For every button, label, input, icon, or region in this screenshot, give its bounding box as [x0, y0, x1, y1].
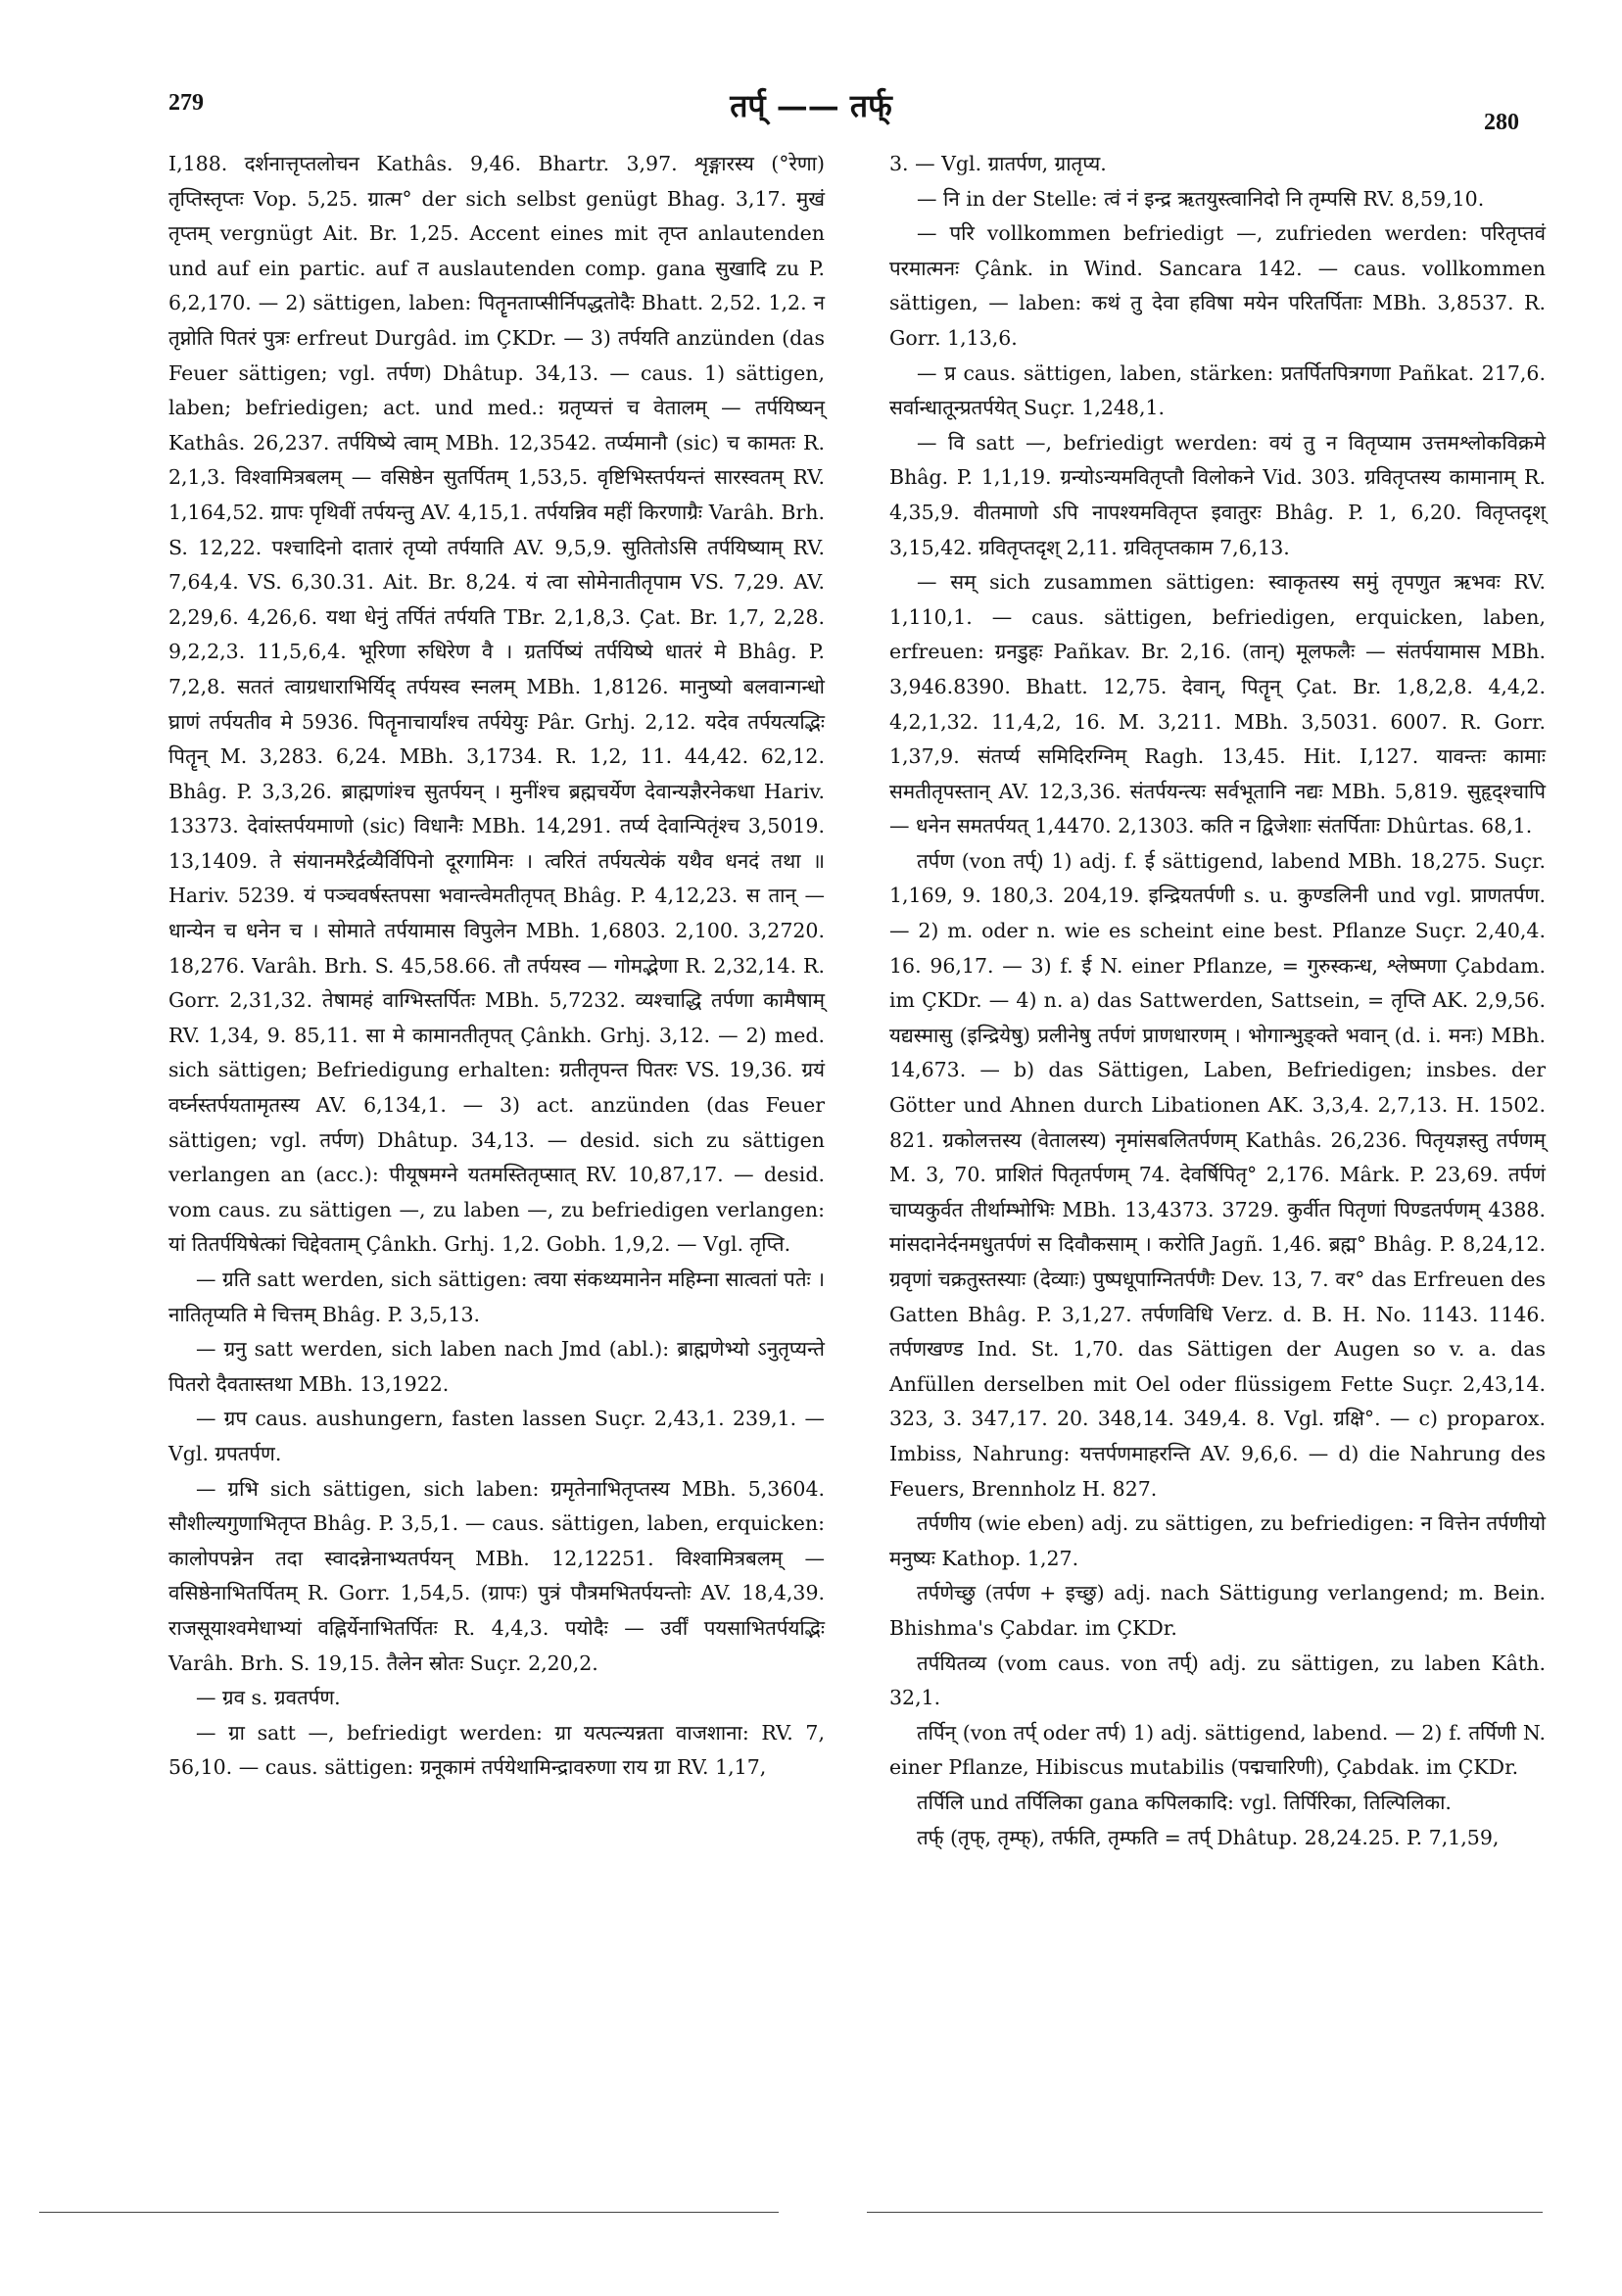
bottom-rule-left	[39, 2212, 779, 2213]
entry-paragraph: I,188. दर्शनात्तृप्तलोचन Kathâs. 9,46. Bhartr. 3,97. शृङ्गारस्य (°रेणा) तृप्तिस्तृप्तः Vop. 5,25. ग्रात्म° der sich selbst genügt Bhag. 3,17. मुखं तृप्तम् vergnügt Ait. Br. 1,25. Accent eines mit तृप्त anlautenden und auf ein partic. auf त auslautenden comp. gana सुखादि zu P. 6,2,170. — 2) sättigen, laben: पितॄनताप्सीर्निपद्धतोदैः Bhatt. 2,52. 1,2. न तृप्नोति पितरं पुत्रः erfreut Durgâd. im ÇKDr. — 3) तर्पयति anzünden (das Feuer sättigen; vgl. तर्पण) Dhâtup. 34,13. — caus. 1) sättigen, laben; befriedigen; act. und med.: ग्रतृप्यत्तं च वेतालम् — तर्पयिष्यन् Kathâs. 26,237. तर्पयिष्ये त्वाम् MBh. 12,3542. तर्प्यमानौ (sic) च कामतः R. 2,1,3. विश्वामित्रबलम् — वसिष्ठेन सुतर्पितम् 1,53,5. वृष्टिभिस्तर्पयन्तं सारस्वतम् RV. 1,164,52. ग्रापः पृथिवीं तर्पयन्तु AV. 4,15,1. तर्पयन्निव महीं किरणाग्रैः Varâh. Brh. S. 12,22. पश्चादिनो दातारं तृप्यो तर्पयाति AV. 9,5,9. सुतितोऽसि तर्पयिष्याम् RV. 7,64,4. VS. 6,30.31. Ait. Br. 8,24. यं त्वा सोमेनातीतृपाम VS. 7,29. AV. 2,29,6. 4,26,6. यथा धेनुं तर्पितं तर्पयति TBr. 2,1,8,3. Çat. Br. 1,7, 2,28. 9,2,2,3. 11,5,6,4. भूरिणा रुधिरेण वै । ग्रतर्पिष्यं तर्पयिष्ये धातरं मे Bhâg. P. 7,2,8. सततं त्वाग्रधाराभिर्यिद् तर्पयस्व स्नलम् MBh. 1,8126. मानुष्यो बलवान्गन्धो घ्राणं तर्पयतीव मे 5936. पितॄनाचार्यांश्च तर्पयेयुः Pâr. Grhj. 2,12. यदेव तर्पयत्यद्भिः पितॄन् M. 3,283. 6,24. MBh. 3,1734. R. 1,2, 11. 44,42. 62,12. Bhâg. P. 3,3,26. ब्राह्मणांश्च सुतर्पयन् । मुनींश्च ब्रह्मचर्येण देवान्यज्ञैरनेकधा Hariv. 13373. देवांस्तर्पयमाणो (sic) विधानैः MBh. 14,291. तर्प्य देवान्पितृंश्च 3,5019. 13,1409. ते संयानमरैर्द्रव्यैर्विपिनो दूरगामिनः । त्वरितं तर्पयत्येकं यथैव धनदं तथा ॥ Hariv. 5239. यं पञ्चवर्षस्तपसा भवान्त्वेमतीतृपत् Bhâg. P. 4,12,23. स तान् — धान्येन च धनेन च । सोमाते तर्पयामास विपुलेन MBh. 1,6803. 2,100. 3,2720. 18,276. Varâh. Brh. S. 45,58.66. तौ तर्पयस्व — गोमद्भेणा R. 2,32,14. R. Gorr. 2,31,32. तेषामहं वाग्भिस्तर्पितः MBh. 5,7232. व्यश्चाद्धि तर्पणा कामैषाम् RV. 1,34, 9. 85,11. सा मे कामानतीतृपत् Çânkh. Grhj. 3,12. — 2) med. sich sättigen; Befriedigung erhalten: ग्रतीतृपन्त पितरः VS. 19,36. ग्रयं वर्घ्नस्तर्पयतामृतस्य AV. 6,134,1. — 3) act. anzünden (das Feuer sättigen; vgl. तर्पण) Dhâtup. 34,13. — desid. sich zu sättigen verlangen an (acc.): पीयूषमग्ने यतमस्तितृप्सात् RV. 10,87,17. — desid. vom caus. zu sättigen —, zu laben —, zu befriedigen verlangen: यां तितर्पयिषेत्कां चिद्देवताम् Çânkh. Grhj. 1,2. Gobh. 1,9,2. — Vgl. तृप्ति.	[168, 152, 825, 1257]
left-column	[168, 147, 825, 1786]
entry-paragraph: — ग्रव s. ग्रवतर्पण.	[196, 1686, 341, 1710]
entry-paragraph: — ग्रा satt —, befriedigt werden: ग्रा यत्पत्न्यन्नता वाजशाना: RV. 7, 56,10. — caus. sättigen: ग्रनूकामं तर्पयेथामिन्द्रावरुणा राय ग्रा RV. 1,17,	[168, 1720, 825, 1780]
entry-paragraph: तर्पयितव्य (vom caus. von तर्प्) adj. zu sättigen, zu laben Kâth. 32,1.	[889, 1650, 1546, 1710]
entry-paragraph: — नि in der Stelle: त्वं नं इन्द्र ऋतयुस्त्वानिदो नि तृम्पसि RV. 8,59,10.	[917, 186, 1485, 211]
entry-paragraph: 3. — Vgl. ग्रातर्पण, ग्रातृप्य.	[889, 152, 1107, 175]
entry-paragraph: तर्पिलि und तर्पिलिका gana कपिलकादि: vgl. तिर्पिरिका, तिल्पिलिका.	[917, 1790, 1452, 1814]
entry-paragraph: — ग्रप caus. aushungern, fasten lassen Suçr. 2,43,1. 239,1. — Vgl. ग्रपतर्पण.	[168, 1407, 825, 1465]
right-page-number: 280	[1484, 110, 1519, 135]
entry-paragraph: तर्पणीय (wie eben) adj. zu sättigen, zu befriedigen: न वित्तेन तर्पणीयो मनुष्यः Kathop. 1,27.	[889, 1511, 1546, 1570]
entry-paragraph: — ग्रभि sich sättigen, sich laben: ग्रमृतेनाभितृप्तस्य MBh. 5,3604. सौशील्यगुणाभितृप्त Bhâg. P. 3,5,1. — caus. sättigen, laben, erquicken: कालोपपन्नेन तदा स्वादन्नेनाभ्यतर्पयन् MBh. 12,12251. विश्वामित्रबलम् — वसिष्ठेनाभितर्पितम् R. Gorr. 1,54,5. (ग्रापः) पुत्रं पौत्रमभितर्पयन्तोः AV. 18,4,39. राजसूयाश्वमेधाभ्यां वह्निर्येनाभितर्पितः R. 4,4,3. पयोदैः — उर्वीं पयसाभितर्पयद्भिः Varâh. Brh. S. 19,15. तैलेन स्रोतः Suçr. 2,20,2.	[168, 1476, 825, 1675]
entry-paragraph: तर्पण (von तर्प्) 1) adj. f. ई sättigend, labend MBh. 18,275. Suçr. 1,169, 9. 180,3. 204,19. इन्द्रियतर्पणी s. u. कुण्डलिनी und vgl. प्राणतर्पण. — 2) m. oder n. wie es scheint eine best. Pflanze Suçr. 2,40,4. 16. 96,17. — 3) f. ई N. einer Pflanze, = गुरुस्कन्ध, श्लेष्मणा Çabdam. im ÇKDr. — 4) n. a) das Sattwerden, Sattsein, = तृप्ति AK. 2,9,56. यद्यस्मासु (इन्द्रियेषु) प्रलीनेषु तर्पणं प्राणधारणम् । भोगान्भुङ्क्ते भवान् (d. i. मनः) MBh. 14,673. — b) das Sättigen, Laben, Befriedigen; insbes. der Götter und Ahnen durch Libationen AK. 3,3,4. 2,7,13. H. 1502. 821. ग्रकोलत्तस्य (वेतालस्य) नृमांसबलितर्पणम् Kathâs. 26,236. पितृयज्ञस्तु तर्पणम् M. 3, 70. प्राशितं पितृतर्पणम् 74. देवर्षिपितृ° 2,176. Mârk. P. 23,69. तर्पणं चाप्यकुर्वत तीर्थाम्भोभिः MBh. 13,4373. 3729. कुर्वीत पितृणां पिण्डतर्पणम् 4388. मांसदानेर्दनमधुतर्पणं स दिवौकसाम् । करोति Jagñ. 1,46. ब्रह्म° Bhâg. P. 8,24,12. ग्रवृणां चक्रतुस्तस्याः (देव्याः) पुष्पधूपाग्नितर्पणैः Dev. 13, 7. वर° das Erfreuen des Gatten Bhâg. P. 3,1,27. तर्पणविधि Verz. d. B. H. No. 1143. 1146. तर्पणखण्ड Ind. St. 1,70. das Sättigen der Augen so v. a. das Anfüllen derselben mit Oel oder flüssigem Fette Suçr. 2,43,14. 323, 3. 347,17. 20. 348,14. 349,4. 8. Vgl. ग्रक्षि°. — c) proparox. Imbiss, Nahrung: यत्तर्पणमाहरन्ति AV. 9,6,6. — d) die Nahrung des Feuers, Brennholz H. 827.	[889, 848, 1546, 1501]
entry-paragraph: तर्पणेच्छु (तर्पण + इच्छु) adj. nach Sättigung verlangend; m. Bein. Bhishma's Çabdar. im ÇKDr.	[889, 1581, 1546, 1640]
entry-paragraph: — वि satt —, befriedigt werden: वयं तु न वितृप्याम उत्तमश्लोकविक्रमे Bhâg. P. 1,1,19. ग्रन्योऽन्यमवितृप्तौ विलोकने Vid. 303. ग्रवितृप्तस्य कामानाम् R. 4,35,9. वीतमाणो ऽपि नापश्यमवितृप्त इवातुरः Bhâg. P. 1, 6,20. वितृप्तदृश् 3,15,42. ग्रवितृप्तदृश् 2,11. ग्रवितृप्तकाम 7,6,13.	[889, 430, 1546, 559]
entry-paragraph: — प्र caus. sättigen, laben, stärken: प्रतर्पितपित्रगणा Pañkat. 217,6. सर्वान्धातून्प्रतर्पयेत् Suçr. 1,248,1.	[889, 360, 1546, 420]
entry-paragraph: — परि vollkommen befriedigt —, zufrieden werden: परितृप्तवं परमात्मनः Çânk. in Wind. Sancara 142. — caus. vollkommen sättigen, — laben: कथं तु देवा हविषा मयेन परितर्पिताः MBh. 3,8537. R. Gorr. 1,13,6.	[889, 221, 1546, 350]
entry-paragraph: तर्पिन् (von तर्प् oder तर्प) 1) adj. sättigend, labend. — 2) f. तर्पिणी N. einer Pflanze, Hibiscus mutabilis (पद्मचारिणी), Çabdak. im ÇKDr.	[889, 1720, 1546, 1780]
bottom-rule-right	[867, 2212, 1543, 2213]
right-column	[889, 147, 1546, 1855]
entry-paragraph: — सम् sich zusammen sättigen: स्वाकृतस्य समुं तृपणुत ऋभवः RV. 1,110,1. — caus. sättigen, befriedigen, erquicken, laben, erfreuen: ग्रनडुहः Pañkav. Br. 2,16. (तान्) मूलफलैः — संतर्पयामास MBh. 3,946.8390. Bhatt. 12,75. देवान्, पितॄन् Çat. Br. 1,8,2,8. 4,4,2. 4,2,1,32. 11,4,2, 16. M. 3,211. MBh. 3,5031. 6007. R. Gorr. 1,37,9. संतर्प्य समिदिरग्निम् Ragh. 13,45. Hit. I,127. यावन्तः कामाः समतीतृपस्तान् AV. 12,3,36. संतर्पयन्त्यः सर्वभूतानि नद्यः MBh. 5,819. सुहृद्श्चापि — धनेन समतर्पयत् 1,4470. 2,1303. कति न द्विजेशाः संतर्पिताः Dhûrtas. 68,1.	[889, 570, 1546, 838]
entry-paragraph: तर्फ् (तृफ्, तृम्फ्), तर्फति, तृम्फति = तर्प् Dhâtup. 28,24.25. P. 7,1,59,	[917, 1825, 1500, 1849]
running-head: तर्प् —— तर्फ्	[730, 87, 892, 124]
entry-paragraph: — ग्रति satt werden, sich sättigen: त्वया संकथ्यमानेन महिम्ना सात्वतां पतेः । नातितृप्यति मे चित्तम् Bhâg. P. 3,5,13.	[168, 1268, 825, 1326]
left-page-number: 279	[168, 90, 204, 116]
entry-paragraph: — ग्रनु satt werden, sich laben nach Jmd (abl.): ब्राह्मणेभ्यो ऽनुतृप्यन्ते पितरो दैवतास्तथा MBh. 13,1922.	[168, 1337, 825, 1396]
